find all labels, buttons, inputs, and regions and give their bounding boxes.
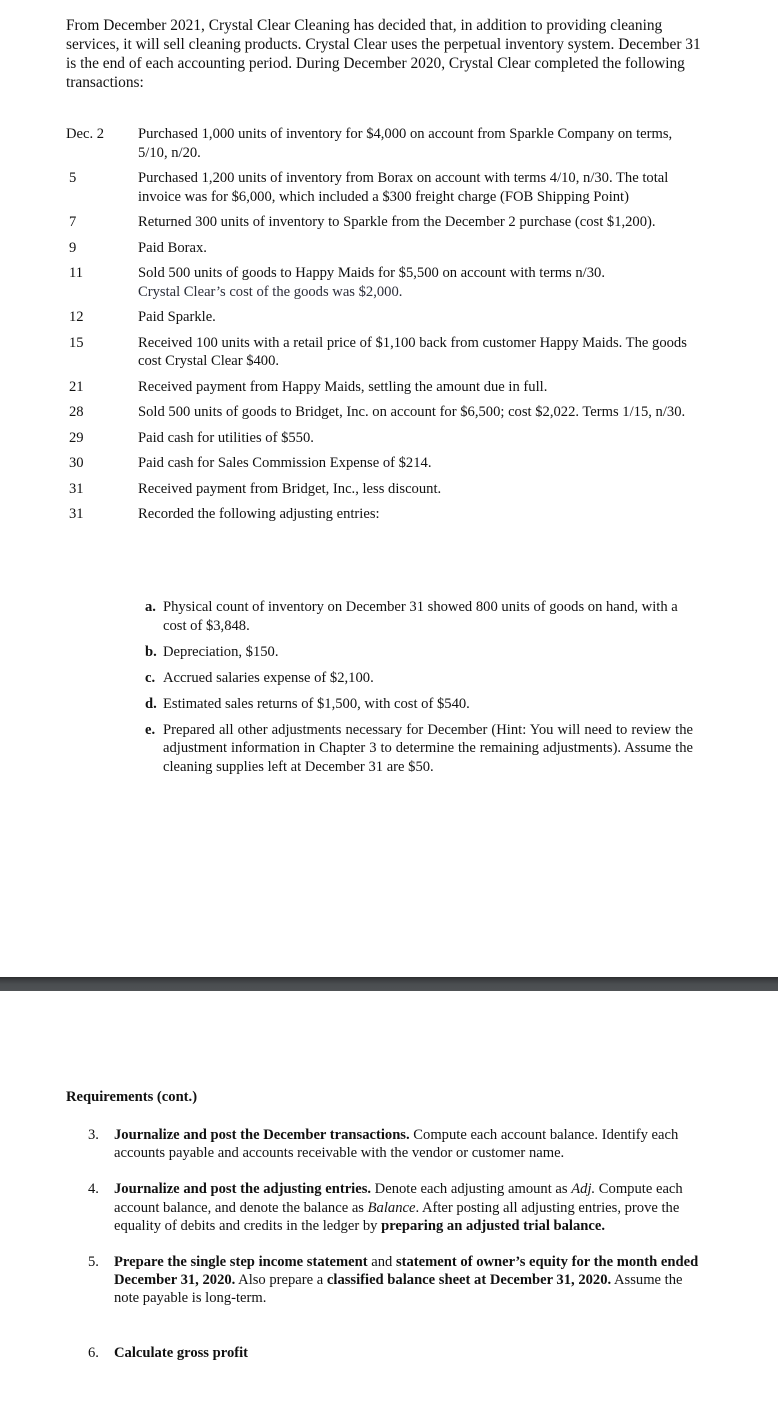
transaction-description: Paid Borax. [138,239,207,256]
requirement-item [88,1126,700,1162]
requirement-text-segment: Compute each account balance. Identify each accounts payable and accounts receivable with the vendor or customer name. [114,1127,679,1162]
adjusting-entry-text: Depreciation, $150. [163,643,279,660]
transaction-row [66,213,706,232]
requirement-number: 6. [88,1344,99,1361]
transaction-row [66,378,706,397]
requirements-list [88,1126,700,1362]
adjusting-entries-list [145,598,693,784]
transaction-row [66,403,706,422]
transaction-description: Received payment from Bridget, Inc., less discount. [138,480,442,497]
requirement-text-segment: Journalize and post the adjusting entries. [114,1181,372,1198]
transaction-row [66,264,706,301]
transaction-description: Received 100 units with a retail price of $1,100 back from customer Happy Maids. The goods cost Crystal Clear $400. [138,334,687,369]
transaction-description-line-1: Sold 500 units of goods to Happy Maids for $5,500 on account with terms n/30. [138,265,605,281]
transaction-row [66,429,706,448]
transaction-date: Dec. 2 [66,126,105,142]
transaction-description-line-2: Crystal Clear’s cost of the goods was $2,000. [138,283,403,300]
requirement-text-segment: Also prepare a [235,1272,327,1289]
transaction-description: Recorded the following adjusting entries: [138,506,380,522]
adjusting-entry-letter: c. [145,669,156,686]
requirement-number: 5. [88,1254,99,1271]
transaction-description: Paid cash for Sales Commission Expense of $214. [138,455,432,471]
requirement-text-segment: classified balance sheet at December 31, 2020. [326,1272,612,1289]
transaction-date: 31 [69,506,84,522]
transaction-description: Paid cash for utilities of $550. [138,429,314,446]
transaction-date: 5 [69,170,77,186]
adjusting-entry [145,643,693,662]
transaction-description: Returned 300 units of inventory to Sparkle from the December 2 purchase (cost $1,200). [138,214,656,230]
transaction-row [66,480,706,499]
requirement-item [88,1253,700,1308]
adjusting-entry [145,721,693,777]
transaction-date: 7 [69,214,77,230]
transaction-description: Paid Sparkle. [138,309,216,325]
transaction-row [66,454,706,473]
adjusting-entry-letter: a. [145,599,156,615]
requirement-text-segment: . After posting all adjusting entries, prove the equality of debits and credits in the ledger by [114,1199,680,1234]
transaction-date: 21 [69,378,84,395]
adjusting-entry-text: Physical count of inventory on December 31 showed 800 units of goods on hand, with a cost of $3,848. [163,599,678,634]
transaction-description: Purchased 1,000 units of inventory for $4,000 on account from Sparkle Company on terms, 5/10, n/20. [138,126,673,161]
transaction-date: 12 [69,309,84,325]
requirement-text [114,1344,700,1362]
adjusting-entry-letter: d. [145,695,157,712]
adjusting-entry [145,598,693,635]
adjusting-entry-text: Prepared all other adjustments necessary for December (Hint: You will need to review the adjustment information in Chapter 3 to determine the remaining adjustments). Assume the cleaning supplies left at December 31 are $50. [163,721,693,775]
requirement-number: 3. [88,1127,99,1143]
adjusting-entry [145,695,693,714]
problem-intro: From December 2021, Crystal Clear Cleaning has decided that, in addition to providing cleaning services, it will sell cleaning products. Crystal Clear uses the perpetual inventory system. December 31 is the end of each accounting period. During December 2020, Crystal Clear completed the following transactions: [66,17,701,91]
adjusting-entry-text: Estimated sales returns of $1,500, with cost of $540. [163,695,470,712]
transaction-description [138,264,706,301]
transaction-date: 28 [69,404,84,420]
transaction-description: Received payment from Happy Maids, settling the amount due in full. [138,378,548,395]
requirement-text-segment: Prepare the single step income statement [114,1254,368,1271]
transaction-date: 11 [69,265,84,281]
transaction-date: 31 [69,480,84,497]
requirement-text-segment: Adj. [571,1181,596,1198]
adjusting-entry [145,669,693,688]
requirement-item [88,1180,700,1235]
requirement-text-segment: preparing an adjusted trial balance. [381,1217,606,1234]
transaction-row [66,308,706,327]
requirement-text-segment: Balance [367,1199,416,1216]
transaction-date: 30 [69,455,84,471]
requirement-text [114,1126,700,1162]
transaction-date: 15 [69,334,84,351]
transaction-description: Purchased 1,200 units of inventory from Borax on account with terms 4/10, n/30. The total invoice was for $6,000, which included a $300 freight charge (FOB Shipping Point) [138,170,669,205]
requirement-text-segment: Calculate gross profit [114,1344,249,1361]
transaction-row [66,334,706,371]
requirement-text [114,1180,700,1235]
adjusting-entry-letter: b. [145,643,157,660]
requirement-number: 4. [88,1181,99,1198]
requirement-text-segment: Assume the note payable is long-term. [114,1272,683,1307]
requirement-item [88,1344,700,1362]
transaction-row [66,169,706,206]
transaction-description: Sold 500 units of goods to Bridget, Inc. on account for $6,500; cost $2,022. Terms 1/15, n/30. [138,404,686,420]
requirements-heading: Requirements (cont.) [66,1089,198,1105]
transaction-date: 29 [69,429,84,446]
page-separator-bar [0,977,778,991]
requirement-text-segment: Journalize and post the December transactions. [114,1127,410,1143]
requirement-text-segment: Denote each adjusting amount as [371,1181,572,1198]
adjusting-entry-letter: e. [145,721,156,738]
transaction-row [66,125,706,162]
transaction-row [66,239,706,258]
transaction-list [66,125,706,531]
requirement-text-segment: Compute each account balance, and denote the balance as [114,1181,683,1216]
requirement-text [114,1253,700,1308]
transaction-row [66,505,706,524]
requirement-text-segment: statement of owner’s equity for the month ended December 31, 2020. [114,1254,699,1289]
adjusting-entry-text: Accrued salaries expense of $2,100. [163,669,374,686]
transaction-date: 9 [69,239,77,256]
requirement-text-segment: and [367,1254,396,1271]
